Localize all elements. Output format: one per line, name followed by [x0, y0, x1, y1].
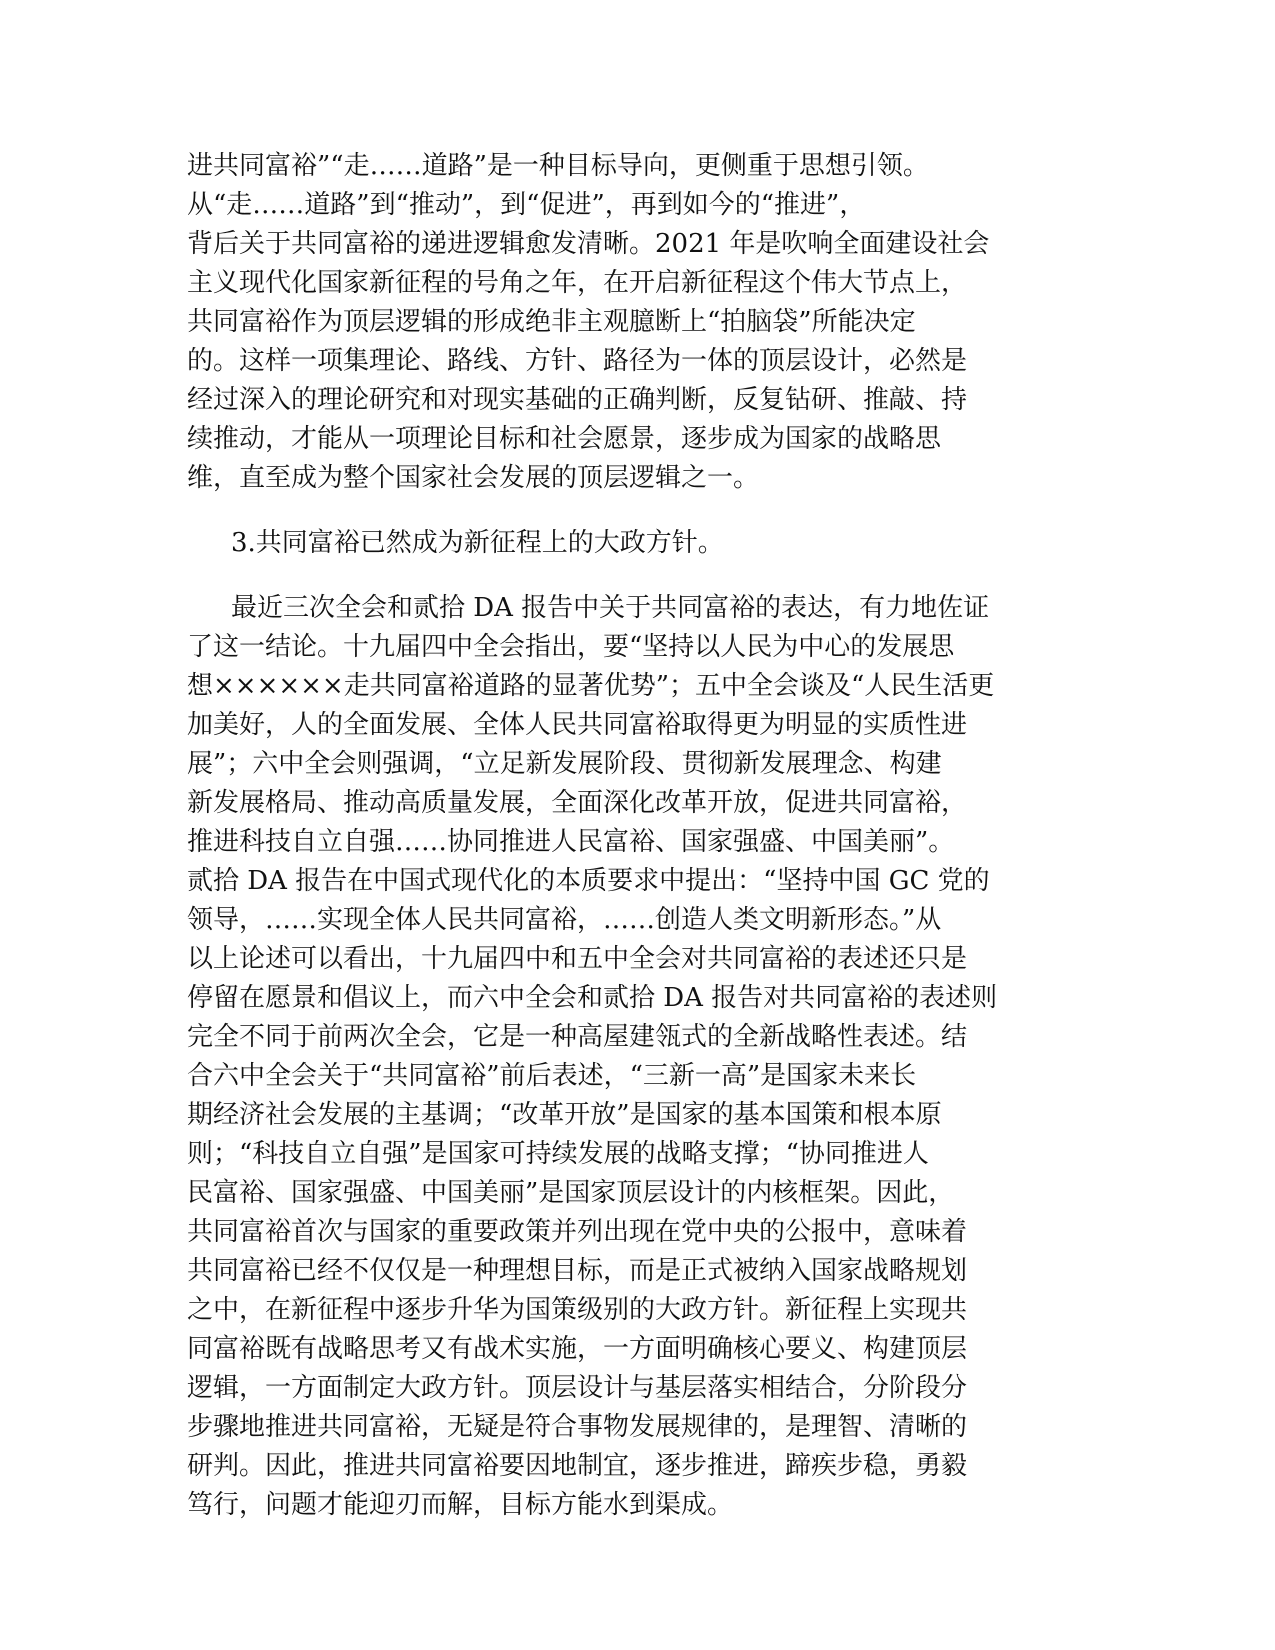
text-line: 推进科技自立自强……协同推进人民富裕、国家强盛、中国美丽”。	[187, 827, 955, 857]
paragraph-spacer	[187, 563, 1087, 589]
text-line: 研判。因此，推进共同富裕要因地制宜，逐步推进，蹄疾步稳，勇毅	[187, 1451, 968, 1481]
text-line: 贰拾 DA 报告在中国式现代化的本质要求中提出：“坚持中国 GC 党的	[187, 866, 990, 896]
text-line: 背后关于共同富裕的递进逻辑愈发清晰。2021 年是吹响全面建设社会	[187, 229, 990, 259]
text-line: 步骤地推进共同富裕，无疑是符合事物发展规律的，是理智、清晰的	[187, 1412, 968, 1442]
text-line: 完全不同于前两次全会，它是一种高屋建瓴式的全新战略性表述。结	[187, 1022, 968, 1052]
text-line: 加美好，人的全面发展、全体人民共同富裕取得更为明显的实质性进	[187, 710, 968, 740]
text-line: 共同富裕作为顶层逻辑的形成绝非主观臆断上“拍脑袋”所能决定	[187, 307, 916, 337]
text-line: 民富裕、国家强盛、中国美丽”是国家顶层设计的内核框架。因此，	[187, 1178, 955, 1208]
text-line: 的。这样一项集理论、路线、方针、路径为一体的顶层设计，必然是	[187, 346, 968, 376]
text-line: 期经济社会发展的主基调；“改革开放”是国家的基本国策和根本原	[187, 1100, 942, 1130]
text-line: 以上论述可以看出，十九届四中和五中全会对共同富裕的表述还只是	[187, 944, 968, 974]
text-line: 逻辑，一方面制定大政方针。顶层设计与基层落实相结合，分阶段分	[187, 1373, 968, 1403]
text-line: 同富裕既有战略思考又有战术实施，一方面明确核心要义、构建顶层	[187, 1334, 968, 1364]
text-line: 主义现代化国家新征程的号角之年，在开启新征程这个伟大节点上，	[187, 268, 968, 298]
text-line: 展”；六中全会则强调，“立足新发展阶段、贯彻新发展理念、构建	[187, 749, 942, 779]
text-line: 共同富裕首次与国家的重要政策并列出现在党中央的公报中，意味着	[187, 1217, 968, 1247]
text-line: 最近三次全会和贰拾 DA 报告中关于共同富裕的表达，有力地佐证	[231, 593, 990, 623]
paragraph-1	[187, 147, 1087, 498]
text-line: 笃行，问题才能迎刃而解，目标方能水到渠成。	[187, 1490, 734, 1520]
text-line: 从“走……道路”到“推动”，到“促进”，再到如今的“推进”，	[187, 190, 866, 220]
document-body	[187, 147, 1087, 1525]
text-line: 经过深入的理论研究和对现实基础的正确判断，反复钻研、推敲、持	[187, 385, 968, 415]
paragraph-spacer	[187, 498, 1087, 524]
text-line: 想××××××走共同富裕道路的显著优势”；五中全会谈及“人民生活更	[187, 671, 995, 701]
text-line: 进共同富裕”“走……道路”是一种目标导向，更侧重于思想引领。	[187, 151, 929, 181]
text-line: 则；“科技自立自强”是国家可持续发展的战略支撑；“协同推进人	[187, 1139, 929, 1169]
text-line: 合六中全会关于“共同富裕”前后表述，“三新一高”是国家未来长	[187, 1061, 917, 1091]
text-line: 新发展格局、推动高质量发展，全面深化改革开放，促进共同富裕，	[187, 788, 968, 818]
text-line: 停留在愿景和倡议上，而六中全会和贰拾 DA 报告对共同富裕的表述则	[187, 983, 998, 1013]
text-line: 维，直至成为整个国家社会发展的顶层逻辑之一。	[187, 463, 760, 493]
section-heading-3	[187, 524, 1087, 563]
text-line: 了这一结论。十九届四中全会指出，要“坚持以人民为中心的发展思	[187, 632, 955, 662]
text-line: 共同富裕已经不仅仅是一种理想目标，而是正式被纳入国家战略规划	[187, 1256, 968, 1286]
heading-text: 3.共同富裕已然成为新征程上的大政方针。	[231, 528, 724, 558]
text-line: 续推动，才能从一项理论目标和社会愿景，逐步成为国家的战略思	[187, 424, 942, 454]
text-line: 领导，……实现全体人民共同富裕，……创造人类文明新形态。”从	[187, 905, 942, 935]
paragraph-2	[187, 589, 1087, 1525]
text-line: 之中，在新征程中逐步升华为国策级别的大政方针。新征程上实现共	[187, 1295, 968, 1325]
